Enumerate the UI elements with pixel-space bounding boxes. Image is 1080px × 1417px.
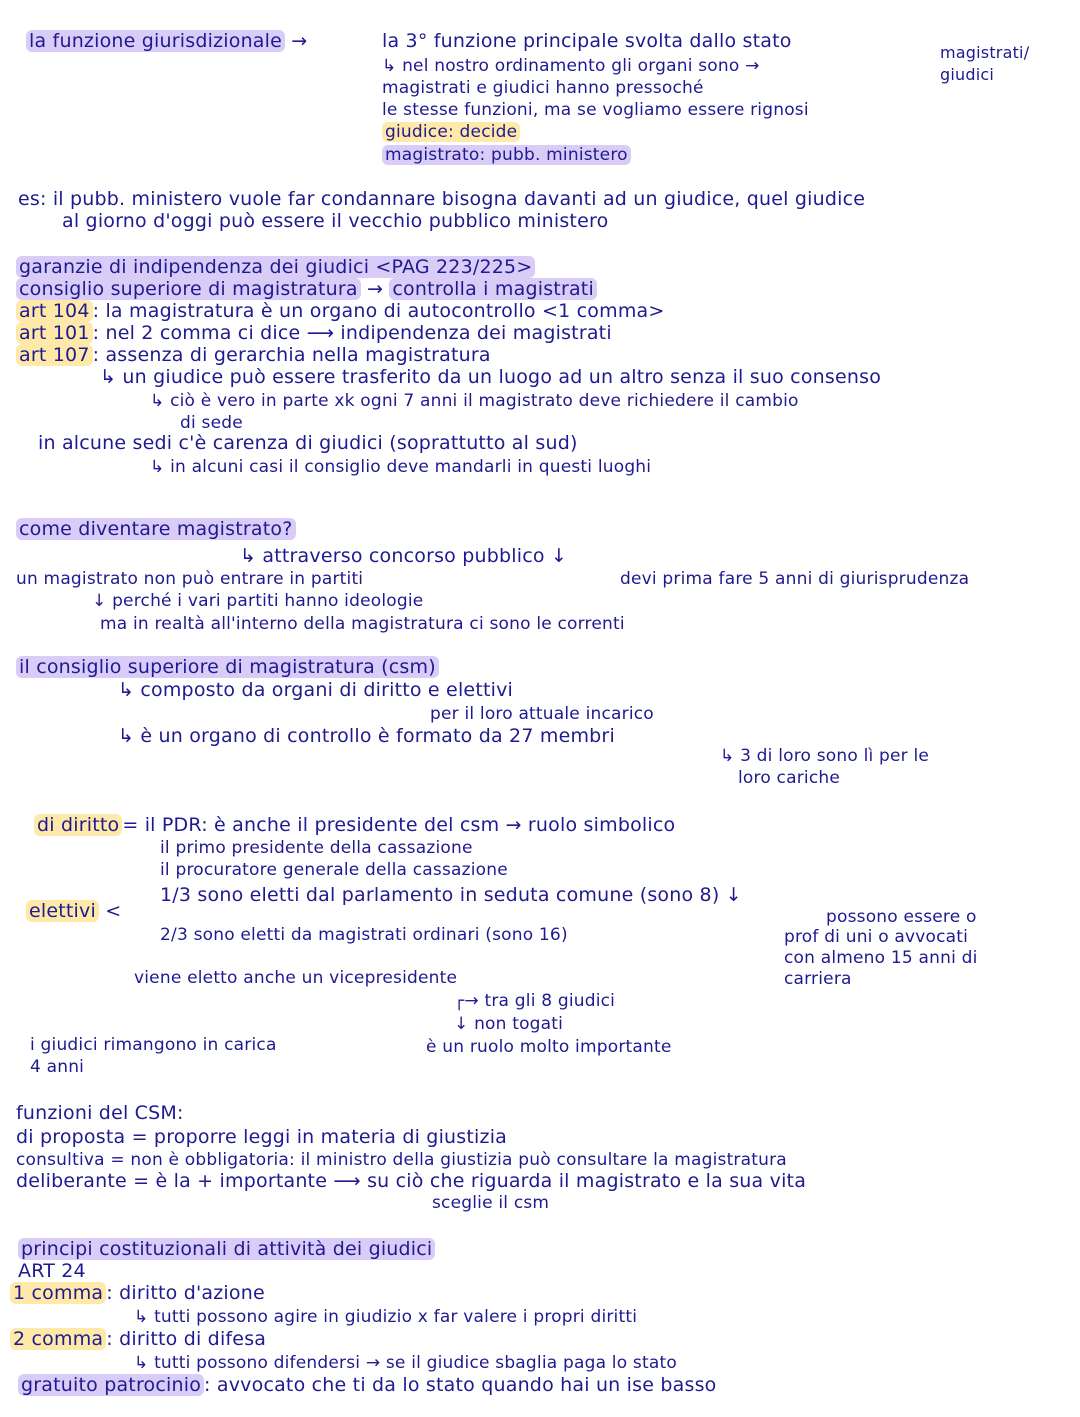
s8-line3: ↳ tutti possono agire in giudizio x far valere i propri diritti (134, 1307, 638, 1327)
arrow-down-icon: ↓ (92, 591, 107, 611)
s3-line5: ↳ un giudice può essere trasferito da un luogo ad un altro senza il suo consenso (100, 366, 882, 388)
s7-line4: sceglie il csm (432, 1193, 550, 1213)
arrow-hook-icon: ↳ (134, 1307, 149, 1327)
s3-line8: in alcune sedi c'è carenza di giudici (soprattutto al sud) (38, 432, 578, 454)
s5-line3: ↳ è un organo di controllo è formato da 27 membri (118, 725, 615, 747)
s8-line4: 2 comma : diritto di difesa (10, 1328, 266, 1350)
arrow-right-icon: ↳ (118, 679, 135, 701)
s1-line2: ↳ nel nostro ordinamento gli organi sono → (382, 56, 760, 76)
branch-arrow-icon: < (105, 900, 122, 922)
s3-title: garanzie di indipendenza dei giudici <PAG 223/225> (16, 256, 535, 278)
arrow-hook-icon: ↳ (150, 391, 165, 411)
arrow-hook-icon: ↳ (382, 56, 397, 76)
s3-line4: art 107 : assenza di gerarchia nella magistratura (16, 344, 491, 366)
s8-line1: ART 24 (18, 1260, 86, 1282)
s7-line2: consultiva = non è obbligatoria: il ministro della giustizia può consultare la magistratura (16, 1150, 787, 1170)
s4-line2: un magistrato non può entrare in partiti (16, 569, 364, 589)
s6-right4: carriera (784, 969, 852, 989)
arrow-hook-icon: ↳ (100, 366, 117, 388)
arrow-hook-icon: ↳ (240, 545, 257, 567)
s6-right2: prof di uni o avvocati (784, 927, 969, 947)
s8-line2: 1 comma : diritto d'azione (10, 1282, 265, 1304)
arrow-hook-icon: ↳ (118, 725, 135, 747)
section1-title: la funzione giurisdizionale → (26, 30, 307, 52)
s6-line10: i giudici rimangono in carica (30, 1035, 277, 1055)
s4-line2-right: devi prima fare 5 anni di giurisprudenza (620, 569, 970, 589)
s1-line3: magistrati e giudici hanno pressoché (382, 78, 704, 98)
s3-line9: ↳ in alcuni casi il consiglio deve mandarli in questi luoghi (150, 457, 652, 477)
s6-line6: viene eletto anche un vicepresidente (134, 968, 458, 988)
s1-side2: giudici (940, 65, 994, 84)
arrow-down-icon: ↓ (550, 545, 568, 567)
s4-title: come diventare magistrato? (16, 518, 296, 540)
s5-line2: per il loro attuale incarico (430, 704, 654, 724)
s6-line9: è un ruolo molto importante (426, 1037, 672, 1057)
s1-line5: giudice: decide (382, 121, 520, 143)
arrow-right-icon: ┌→ (454, 991, 479, 1011)
s2-line2: al giorno d'oggi può essere il vecchio pubblico ministero (62, 210, 609, 232)
s7-line3: deliberante = è la + importante ⟶ su ciò che riguarda il magistrato e la sua vita (16, 1170, 807, 1192)
arrow-hook-icon: ↳ (134, 1353, 149, 1373)
s6-label-elettivi: elettivi < (26, 900, 121, 922)
s3-line3: art 101 : nel 2 comma ci dice ⟶ indipendenza dei magistrati (16, 322, 612, 344)
s6-right3: con almeno 15 anni di (784, 948, 978, 968)
arrow-down-icon: ↓ (454, 1014, 469, 1034)
arrow-hook-icon: ↳ (150, 457, 165, 477)
s6-line1: di diritto = il PDR: è anche il presidente del csm → ruolo simbolico (34, 814, 675, 836)
s1-line4: le stesse funzioni, ma se vogliamo essere rignosi (382, 100, 809, 120)
s5-title: il consiglio superiore di magistratura (csm) (16, 656, 439, 678)
s5-line5: loro cariche (738, 768, 841, 788)
s6-line4: 1/3 sono eletti dal parlamento in seduta comune (sono 8) ↓ (160, 884, 742, 906)
s7-line1: di proposta = proporre leggi in materia di giustizia (16, 1126, 508, 1148)
s1-side1: magistrati/ (940, 43, 1030, 62)
s3-line1: consiglio superiore di magistratura → controlla i magistrati (16, 278, 597, 300)
s6-line8: ↓ non togati (454, 1014, 564, 1034)
s5-line4: ↳ 3 di loro sono lì per le (720, 746, 930, 766)
s3-line2: art 104 : la magistratura è un organo di autocontrollo <1 comma> (16, 300, 665, 322)
arrow-right-icon: → (291, 30, 308, 52)
arrow-down-icon: ↓ (725, 884, 742, 906)
s8-line5: ↳ tutti possono difendersi → se il giudice sbaglia paga lo stato (134, 1353, 677, 1373)
s6-line7: ┌→ tra gli 8 giudici (454, 991, 616, 1011)
s2-line1: es: il pubb. ministero vuole far condannare bisogna davanti ad un giudice, quel giudice (18, 188, 866, 210)
s6-line3: il procuratore generale della cassazione (160, 860, 508, 880)
s5-line1: ↳ composto da organi di diritto e elettivi (118, 679, 514, 701)
s8-line6: gratuito patrocinio : avvocato che ti da lo stato quando hai un ise basso (18, 1374, 717, 1396)
s4-line1: ↳ attraverso concorso pubblico ↓ (240, 545, 568, 567)
arrow-right-icon: → (505, 814, 522, 836)
arrow-right-icon: ⟶ (306, 322, 335, 344)
arrow-right-icon: ⟶ (333, 1170, 361, 1192)
s8-title: principi costituzionali di attività dei giudici (18, 1238, 435, 1260)
s6-line2: il primo presidente della cassazione (160, 838, 473, 858)
s1-line6: magistrato: pubb. ministero (382, 144, 631, 166)
s6-line11: 4 anni (30, 1057, 85, 1077)
s7-title: funzioni del CSM: (16, 1102, 184, 1124)
s6-line5: 2/3 sono eletti da magistrati ordinari (sono 16) (160, 925, 568, 945)
s3-line6: ↳ ciò è vero in parte xk ogni 7 anni il magistrato deve richiedere il cambio (150, 391, 799, 411)
arrow-hook-icon: ↳ (720, 746, 735, 766)
s4-line3: ↓ perché i vari partiti hanno ideologie (92, 591, 424, 611)
s6-right1: possono essere o (826, 907, 977, 927)
arrow-right-icon: → (366, 278, 384, 300)
s4-line4: ma in realtà all'interno della magistratura ci sono le correnti (100, 614, 625, 634)
arrow-right-icon: → (365, 1353, 381, 1373)
s3-line7: di sede (180, 413, 243, 433)
s1-line1: la 3° funzione principale svolta dallo stato (382, 30, 792, 52)
arrow-right-icon: → (745, 56, 760, 76)
